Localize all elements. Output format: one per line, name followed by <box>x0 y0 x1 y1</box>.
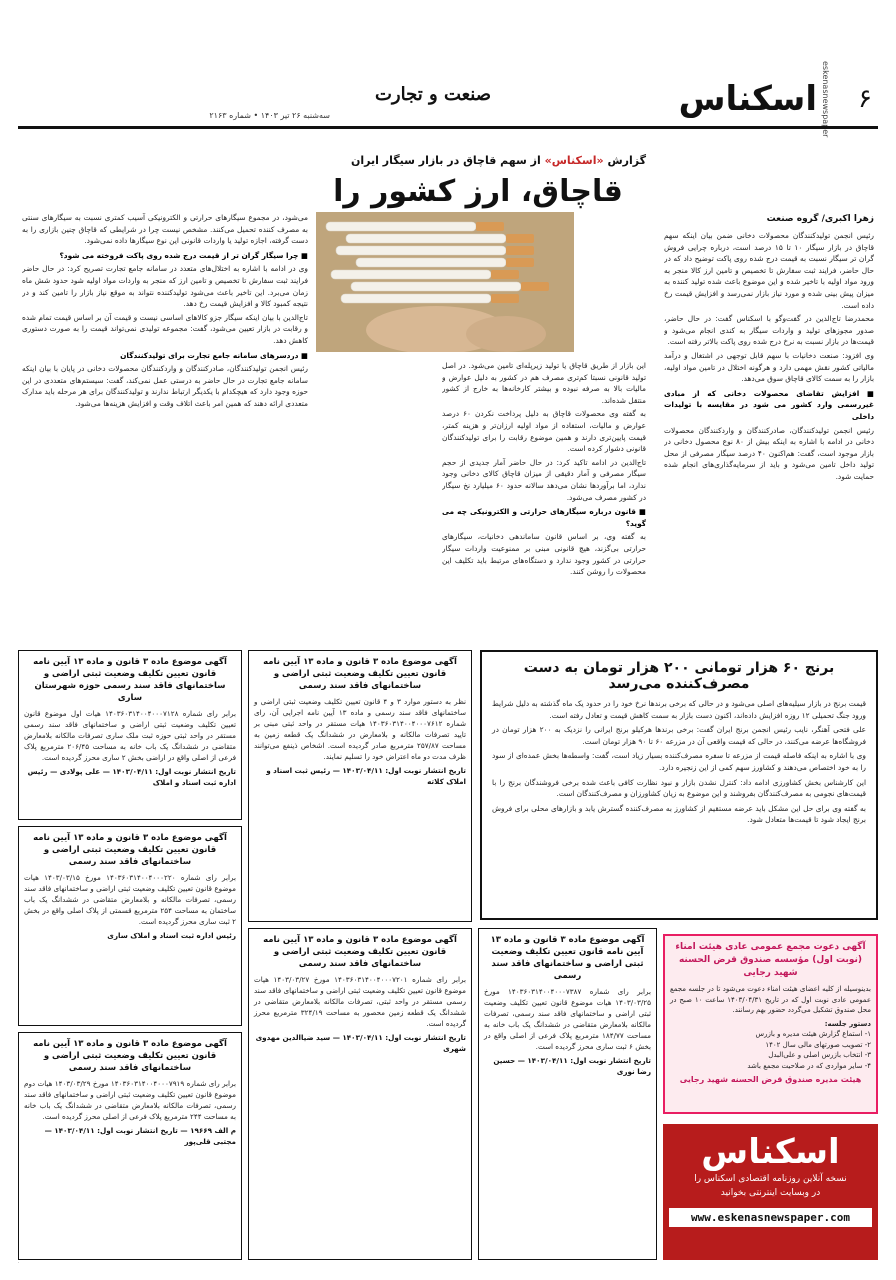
legal-notice <box>18 826 242 1026</box>
paragraph: تاج‌الدین با بیان اینکه سیگار جزو کالاهای اساسی نیست و قیمت آن بر اساس قیمت تمام شده و رقابت در بازار تعیین می‌شود، گفت: مجموعه تولیدی نمی‌تواند قیمت را به صورت دستوری کاهش دهد. <box>22 312 308 345</box>
notice-body: برابر رای شماره ۱۴۰۳۶۰۳۱۴۰۰۴۰۰۰۲۲۰ مورخ ۱۴۰۳/۰۳/۱۵ هیات موضوع قانون تعیین تکلیف وضعیت ثبتی اراضی و ساختمانهای فاقد سند رسمی، تصرفات مالکانه و بلامعارض متقاضی در ششدانگ یک باب ساختمان به مساحت ۲۵۴ مترمربع قسمتی از پلاک اصلی واقع در بخش ۲ ثبت ساری محرز گردیده است. <box>24 873 236 926</box>
notice-body: نظر به دستور موارد ۳ و ۴ قانون تعیین تکلیف وضعیت ثبتی اراضی و ساختمانهای فاقد سند رسمی و ماده ۱۳ آیین نامه اجرایی آن، رای شماره ۱۴۰۳۶۰۳۱۴۰۰۴۰۰۰۷۶۱۲ هیات مستقر در واحد ثبتی مبنی بر تایید تصرفات مالکانه و بلامعارض در ششدانگ یک قطعه زمین به مساحت ۲۵۷/۸۷ مترمربع صادر گردیده است. اشخاص ذینفع می‌توانند ظرف مدت دو ماه اعتراض خود را تسلیم نمایند. <box>254 697 466 761</box>
notice-foot: رئیس اداره ثبت اسناد و املاک ساری <box>107 931 236 940</box>
notice-body: برابر رای شماره ۱۴۰۳۶۰۳۱۴۰۰۴۰۰۰۷۹۱۹ مورخ ۱۴۰۳/۰۳/۲۹ هیات دوم موضوع قانون تعیین تکلیف وضعیت ثبتی اراضی و ساختمانهای فاقد سند رسمی، تصرفات مالکانه بلامعارض متقاضی در ششدانگ یک باب خانه به مساحت ۲۴۴ مترمربع پلاک فرعی از اصلی محرز گردیده است. <box>24 1079 237 1121</box>
paragraph: به گفته وی برای حل این مشکل باید عرضه مستقیم از کشاورز به مصرف‌کننده گسترش یابد و بازارهای محلی برای فروش برنج ایجاد شود تا قیمت‌ها متعادل شود. <box>492 803 866 825</box>
legal-notice <box>248 650 472 922</box>
kicker-suffix: از سهم قاچاق در بازار سیگار ایران <box>351 154 541 167</box>
notice-title: آگهی موضوع ماده ۳ قانون و ماده ۱۳ آیین نامه قانون تعیین تکلیف وضعیت ثبتی اراضی و ساختمانهای فاقد سند رسمی <box>263 935 457 969</box>
paragraph: رئیس انجمن تولیدکنندگان، صادرکنندگان و واردکنندگان محصولات دخانی در پایان با بیان اینکه سامانه جامع تجارت در حال حاضر به درستی عمل نمی‌کند، گفت: سیستم‌های متعددی در این حوزه وجود دارد که هیچکدام با یکدیگر ارتباط ندارند و تولیدکنندگان برای هر مرحله باید مدارک متعددی ارائه دهند که همین امر باعث اتلاف وقت و افزایش هزینه‌ها می‌شود. <box>22 364 308 408</box>
agenda-item: ۱- استماع گزارش هیئت مدیره و بازرس <box>755 1030 871 1038</box>
column-left <box>22 212 308 640</box>
column-middle <box>442 360 646 640</box>
masthead-logo[interactable] <box>678 60 830 138</box>
legal-notice <box>18 650 242 820</box>
notice-title: آگهی موضوع ماده ۳ قانون و ماده ۱۳ آیین نامه قانون تعیین تکلیف وضعیت ثبتی اراضی و ساختمانهای فاقد سند رسمی <box>33 1039 227 1073</box>
paragraph: علی فتحی آهنگر، نایب رئیس انجمن برنج ایران گفت: برخی برندها هرکیلو برنج ایرانی را نزدیک به ۲۰۰ هزار تومان در فروشگاه‌ها عرضه می‌کنند، در حالی که قیمت واقعی آن در مزرعه ۶۰ تا ۹۰ هزار تومان است. <box>492 725 866 746</box>
notice-title: آگهی موضوع ماده ۳ قانون و ماده ۱۳ آیین نامه قانون تعیین تکلیف وضعیت ثبتی اراضی و ساختمانهای فاقد سند رسمی <box>263 657 457 691</box>
paragraph: وی در ادامه با اشاره به اختلال‌های متعدد در سامانه جامع تجارت تصریح کرد: در حال حاضر فرایند ثبت سفارش تا تخصیص و تامین ارز که منجر به واردات مواد اولیه شود حدود شش ماه زمان می‌برد. این تاخیر باعث می‌شود تولیدکننده نتواند به موقع نیاز بازار را تامین کند و در نتیجه کمبود کالا و افزایش قیمت رخ دهد. <box>22 264 308 309</box>
kicker-brand: «اسکناس» <box>544 154 604 167</box>
cigarette-illustration <box>316 212 574 352</box>
notice-foot: تاریخ انتشار نوبت اول: ۱۴۰۳/۰۴/۱۱ — سید ضیاالدین مهدوی شهری <box>255 1033 466 1053</box>
column-right <box>664 230 874 640</box>
notice-title: آگهی موضوع ماده ۳ قانون و ماده ۱۳ آیین نامه قانون تعیین تکلیف وضعیت ثبتی اراضی و ساختمانهای فاقد سند رسمی <box>490 935 645 981</box>
paragraph: تاج‌الدین در ادامه تاکید کرد: در حال حاضر آمار جدیدی از حجم سیگار مصرفی و آمار دقیقی از میزان قاچاق کالای دخانی وجود ندارد، اما برآوردها نشان می‌دهد سالانه حدود ۶۰ میلیارد نخ سیگار در کشور مصرف می‌شود. <box>442 457 646 502</box>
agenda-item: ۲- تصویب صورتهای مالی سال ۱۴۰۲ <box>765 1040 871 1049</box>
notice-foot: تاریخ انتشار نوبت اول: ۱۴۰۳/۰۴/۱۱ — علی پولادی — رئیس اداره ثبت اسناد و املاک <box>27 767 236 787</box>
notice-title: آگهی موضوع ماده ۳ قانون و ماده ۱۳ آیین نامه قانون تعیین تکلیف وضعیت ثبتی اراضی و ساختمانهای فاقد سند رسمی حوزه شهرستان ساری <box>33 657 227 703</box>
kicker-prefix: گزارش <box>607 154 646 167</box>
notice-foot: م الف ۱۹۶۶۹ — تاریخ انتشار نوبت اول: ۱۴۰۳/۰۴/۱۱ — مجتبی قلی‌پور <box>44 1126 236 1146</box>
promo-box[interactable] <box>663 1124 878 1260</box>
paragraph: قیمت برنج در بازار سیلیه‌های اصلی می‌شود و در حالی که برخی برندها نرخ خود را در حدود یک ماه گذشته به دلیل شرایط ورود جنگ تحمیلی ۱۲ روزه افزایش داده‌اند، اکنون دست بازار به سمت کاهش قیمت و تعادل رفته است. <box>492 699 866 720</box>
meeting-ad-body: بدینوسیله از کلیه اعضای هیئت امناء دعوت می‌شود تا در جلسه مجمع عمومی عادی نوبت اول که در تاریخ ۱۴۰۳/۰۴/۳۱ ساعت ۱۰ صبح در محل صندوق تشکیل می‌گردد حضور بهم رسانند. <box>670 985 871 1014</box>
agenda-item: ۳- انتخاب بازرس اصلی و علی‌البدل <box>768 1051 871 1059</box>
paragraph: وی افزود: صنعت دخانیات با سهم قابل توجهی در اشتغال و درآمد مالیاتی کشور نقش مهمی دارد و هرگونه اختلال در تامین مواد اولیه، بازار را به سمت کالای قاچاق سوق می‌دهد. <box>664 350 874 384</box>
legal-notice <box>478 928 657 1260</box>
kicker <box>346 154 646 167</box>
logo-tag: eskenasnewspaper <box>821 60 830 138</box>
legal-notice-extra <box>18 1262 19 1263</box>
paragraph: این کارشناس بخش کشاورزی ادامه داد: کنترل نشدن بازار و نبود نظارت کافی باعث شده برخی فروشندگان برنج را با قیمت‌های نجومی به مصرف‌کنندگان بفروشند و این موضوع به زیان کشاورزان و مصرف‌کنندگان است. <box>492 777 866 799</box>
meeting-ad <box>663 934 878 1114</box>
notice-body: برابر رای شماره ۱۴۰۳۶۰۳۱۴۰۰۴۰۰۰۷۲۰۱ مورخ ۱۴۰۳/۰۳/۲۷ هیات موضوع قانون تعیین تکلیف وضعیت ثبتی اراضی و ساختمانهای فاقد سند رسمی مستقر در واحد ثبتی، تصرفات مالکانه بلامعارض متقاضی در ششدانگ یک قطعه زمین محصور به مساحت ۳۲۴/۱۹ مترمربع محرز گردیده است. <box>254 975 466 1028</box>
feature-box <box>480 650 878 920</box>
page-number: ۶ <box>858 84 872 114</box>
notice-foot: تاریخ انتشار نوبت اول: ۱۴۰۳/۰۴/۱۱ — رئیس ثبت اسناد و املاک کلاته <box>266 766 466 786</box>
legal-notice <box>248 928 472 1260</box>
notice-title: آگهی موضوع ماده ۳ قانون و ماده ۱۳ آیین نامه قانون تعیین تکلیف وضعیت ثبتی اراضی و ساختمانهای فاقد سند رسمی <box>33 833 227 867</box>
paragraph: رئیس انجمن تولیدکنندگان محصولات دخانی ضمن بیان اینکه سهم قاچاق در بازار سیگار ۱۰ تا ۱۵ درصد است، درباره چرایی فروش گران تر سیگار نسبت به قیمت درج شده روی پاکت توضیح داد که در حال حاضر، فرایند ثبت سفارش تا تخصیص و تامین ارز کالا منجر به ورود مواد اولیه با تاخیر شده و این موضوع باعث شده تولید کننده به میزان پیش بینی شده و مورد نیاز بازار نمی‌رسد و افزایش قیمت رخ داده است. <box>664 231 874 310</box>
feature-body <box>492 698 866 826</box>
promo-url-link[interactable]: www.eskenasnewspaper.com <box>669 1208 872 1227</box>
agenda-title: دستور جلسه: <box>824 1019 871 1028</box>
meeting-ad-agenda <box>670 1019 871 1072</box>
paragraph: رئیس انجمن تولیدکنندگان، صادرکنندگان و واردکنندگان محصولات دخانی در ادامه با اشاره به اینکه بیش از ۸۰ نوع محصول دخانی در بازار موجود است، گفت: هم‌اکنون ۴۰ درصد سیگار مصرفی از محل تولید داخل تامین می‌شود و باید از سرمایه‌گذاری‌های انجام شده حمایت شود. <box>664 425 874 481</box>
logo-text: اسکناس <box>678 79 817 119</box>
paragraph: به گفته وی محصولات قاچاق به دلیل پرداخت نکردن ۶۰ درصد عوارض و مالیات، استفاده از مواد اولیه ارزان‌تر و هزینه کمتر، قیمت پایین‌تری دارند و همین موضوع رقابت را برای تولیدکنندگان قانونی دشوار کرده است. <box>442 409 646 454</box>
paragraph: وی با اشاره به اینکه فاصله قیمت از مزرعه تا سفره مصرف‌کننده بسیار زیاد است، گفت: واسطه‌ها بخش عمده‌ای از سود را به خود اختصاص می‌دهند و کشاورز سهم کمی از این زنجیره دارد. <box>492 751 866 772</box>
byline: زهرا اکبری/ گروه صنعت <box>766 214 874 224</box>
notice-foot: تاریخ انتشار نوبت اول: ۱۴۰۳/۰۴/۱۱ — حسین رضا نوری <box>493 1056 651 1076</box>
notice-body: برابر رای شماره ۱۴۰۳۶۰۳۱۴۰۰۴۰۰۰۷۳۸۷ مورخ ۱۴۰۳/۰۳/۲۵ هیات موضوع قانون تعیین تکلیف وضعیت ثبتی اراضی و ساختمانهای فاقد سند رسمی، تصرفات مالکانه بلامعارض متقاضی در ششدانگ یک باب خانه به مساحت ۱۸۴/۷۷ مترمربع پلاک فرعی از اصلی واقع در بخش ۶ ثبت ساری محرز گردیده است. <box>484 987 651 1051</box>
subheading: ■ دردسرهای سامانه جامع تجارت برای تولیدکنندگان <box>120 350 308 360</box>
paragraph: محمدرضا تاج‌الدین در گفت‌وگو با اسکناس گفت: در حال حاضر، صدور مجوزهای تولید و واردات سیگار به کندی انجام می‌شود و قیمت‌ها در بازار نسبت به نرخ درج شده روی پاکت بالاتر رفته است. <box>664 314 874 347</box>
paragraph: می‌شود، در مجموع سیگارهای حرارتی و الکترونیکی آسیب کمتری نسبت به سیگارهای سنتی به مصرف کننده تحمیل می‌کنند. مشخص نیست چرا در شرایطی که قاچاق چنین بازاری را به دست گرفته، اجازه تولید یا واردات قانونی این نوع سیگارها داده نمی‌شود. <box>22 213 308 246</box>
paragraph: این بازار از طریق قاچاق یا تولید زیرپله‌ای تامین می‌شود. در اصل تولید قانونی نسبتا کم‌تری مصرف هم در کشور به دلیل عوارض و مالیات بالا به صرفه نبوده و بیشتر کارخانه‌ها به خارج از کشور منتقل شده‌اند. <box>442 361 646 405</box>
notice-title <box>18 1262 19 1263</box>
lead-headline: قاچاق، ارز کشور را <box>333 174 623 209</box>
section-title: صنعت و تجارت <box>374 84 492 105</box>
meeting-ad-signature: هیئت مدیره صندوق قرض الحسنه شهید رجایی <box>679 1075 862 1084</box>
paragraph: به گفته وی، بر اساس قانون ساماندهی دخانیات، سیگارهای حرارتی بی‌گزند، هیچ قانونی مبنی بر ممنوعیت واردات سیگار حرارتی در کشور وجود ندارد و دستگاه‌های مرتبط باید تکلیف این محصولات را روشن کنند. <box>442 532 646 577</box>
header-rule <box>18 126 878 129</box>
agenda-item: ۴- سایر مواردی که در صلاحیت مجمع باشد <box>747 1061 871 1070</box>
subheading: ■ افزایش تقاضای محصولات دخانی که از مبادی غیررسمی وارد کشور می شود در مقایسه با تولیدات داخلی <box>664 388 874 421</box>
lead-story <box>18 134 878 642</box>
subheading: ■ چرا سیگار گران تر از قیمت درج شده روی پاکت فروخته می شود؟ <box>59 250 308 260</box>
feature-title: برنج ۶۰ هزار تومانی ۲۰۰ هزار تومان به دست مصرف‌کننده می‌رسد <box>523 660 835 692</box>
promo-logo: اسکناس <box>701 1132 840 1172</box>
legal-notice <box>18 1032 242 1260</box>
subheading: ■ قانون درباره سیگارهای حرارتی و الکترونیکی چه می گوید؟ <box>442 507 646 528</box>
promo-line-1: نسخه آنلاین روزنامه اقتصادی اسکناس را <box>694 1174 847 1184</box>
dateline: سه‌شنبه ۲۶ تیر ۱۴۰۳ • شماره ۲۱۶۳ <box>209 111 330 120</box>
meeting-ad-head: آگهی دعوت مجمع عمومی عادی هیئت امناء (نوبت اول) مؤسسه صندوق قرض الحسنه شهید رجایی <box>675 942 866 978</box>
cigarette-photo <box>316 212 574 352</box>
notice-body: برابر رای شماره ۱۴۰۳۶۰۳۱۴۰۰۴۰۰۰۷۱۲۸ هیات اول موضوع قانون تعیین تکلیف وضعیت ثبتی اراضی و ساختمانهای فاقد سند رسمی مستقر در واحد ثبتی حوزه ثبت ملک ساری تصرفات مالکانه بلامعارض متقاضی در ششدانگ یک باب خانه به مساحت ۲۰۶/۴۵ مترمربع پلاک فرعی از اصلی واقع در اراضی بخش ۲ ساری محرز گردیده است. <box>24 709 237 762</box>
promo-line-2: در وبسایت اینترنتی بخوانید <box>720 1188 821 1198</box>
